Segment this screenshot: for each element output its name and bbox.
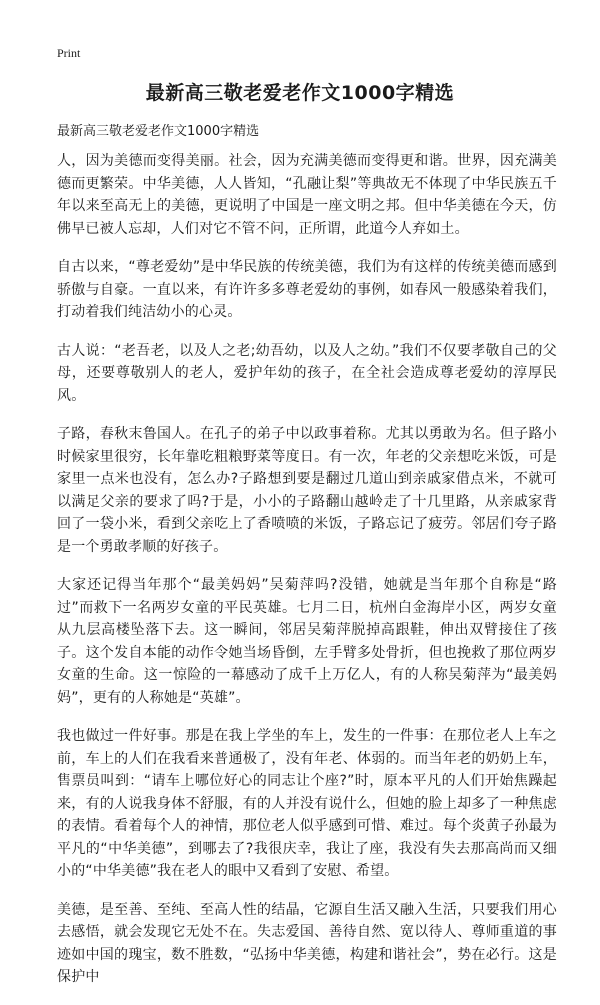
paragraph-6: 我也做过一件好事。那是在我上学坐的车上，发生的一件事：在那位老人上车之前，车上的人们在我看来普通极了，没有年老、体弱的。而当年老的奶奶上车，售票员叫到：“请车上哪位好心的同志让个座?”时，原本平凡的人们开始焦躁起来，有的人说我身体不舒服，有的人并没有说什么，但她的脸上却多了一种焦虑的表情。看着每个人的神情，那位老人似乎感到可惜、难过。每个炎黄子孙最为平凡的“中华美德”，到哪去了?我很庆幸，我让了座，我没有失去那高尚而又细小的“中华美德”我在老人的眼中又看到了安慰、希望。 — [57, 728, 557, 879]
article-subtitle: 最新高三敬老爱老作文1000字精选 — [57, 124, 260, 139]
paragraph-7: 美德，是至善、至纯、至高人性的结晶，它源自生活又融入生活，只要我们用心去感悟，就会发现它无处不在。失志爱国、善待自然、宽以待人、尊师重道的事迹如中国的瑰宝，数不胜数，“弘扬中华美德，构建和谐社会”，势在必行。这是保护中 — [57, 901, 557, 985]
paragraph-2: 自古以来，“尊老爱幼”是中华民族的传统美德，我们为有这样的传统美德而感到骄傲与自豪。一直以来，有许许多多尊老爱幼的事例，如春风一般感染着我们，打动着我们纯洁幼小的心灵。 — [57, 259, 557, 320]
page-title: 最新高三敬老爱老作文1000字精选 — [145, 82, 455, 104]
paragraph-4: 子路，春秋末鲁国人。在孔子的弟子中以政事着称。尤其以勇敢为名。但子路小时候家里很穷，长年靠吃粗粮野菜等度日。有一次，年老的父亲想吃米饭，可是家里一点米也没有，怎么办?子路想到要是翻过几道山到亲戚家借点米，不就可以满足父亲的要求了吗?于是，小小的子路翻山越岭走了十几里路，从亲戚家背回了一袋小米，看到父亲吃上了香喷喷的米饭，子路忘记了疲劳。邻居们夸子路是一个勇敢孝顺的好孩子。 — [57, 426, 557, 555]
article-body — [57, 150, 557, 1005]
paragraph-1: 人，因为美德而变得美丽。社会，因为充满美德而变得更和谐。世界，因充满美德而更繁荣。中华美德，人人皆知，“孔融让梨”等典故无不体现了中华民族五千年以来至高无上的美德，更说明了中国是一座文明之邦。但中华美德在今天，仿佛早已被人忘却，人们对它不管不问，正所谓，此道今人弃如土。 — [57, 153, 557, 237]
paragraph-5: 大家还记得当年那个“最美妈妈”吴菊萍吗?没错，她就是当年那个自称是“路过”而救下一名两岁女童的平民英雄。七月二日，杭州白金海岸小区，两岁女童从九层高楼坠落下去。这一瞬间，邻居吴菊萍脱掉高跟鞋，伸出双臂接住了孩子。这个发自本能的动作令她当场昏倒，左手臂多处骨折，但也挽救了那位两岁女童的生命。这一惊险的一幕感动了成千上万亿人，有的人称吴菊萍为“最美妈妈”，更有的人称她是“英雄”。 — [57, 577, 557, 706]
print-link[interactable]: Print — [57, 46, 81, 60]
paragraph-3: 古人说：“老吾老，以及人之老;幼吾幼，以及人之幼。”我们不仅要孝敬自己的父母，还要尊敬别人的老人，爱护年幼的孩子，在全社会造成尊老爱幼的淳厚民风。 — [57, 342, 557, 404]
